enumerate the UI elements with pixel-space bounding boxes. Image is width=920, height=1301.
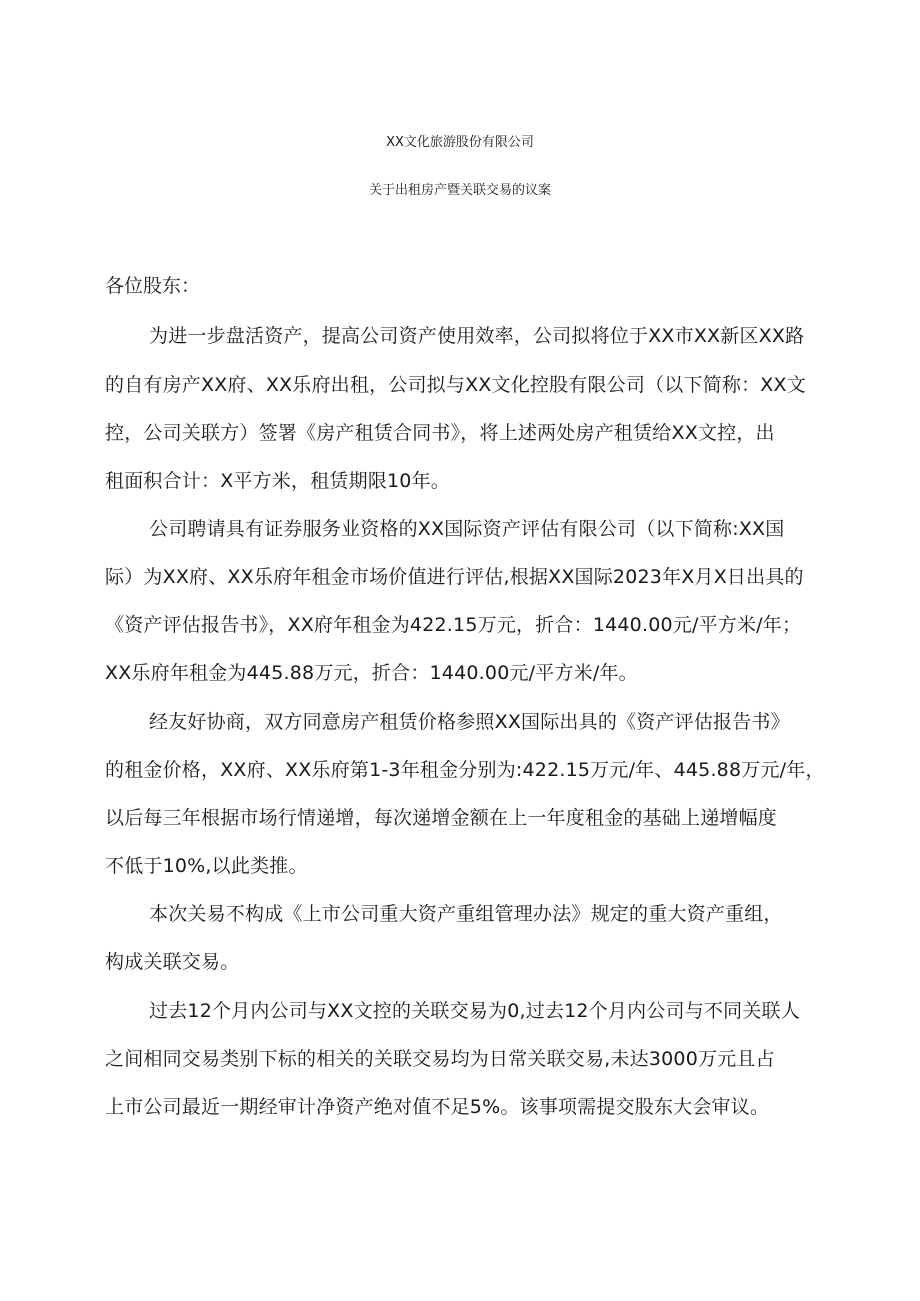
paragraph-3-line-1: 经友好协商，双方同意房产租赁价格参照XX国际出具的《资产评估报告书》 [149, 711, 790, 733]
paragraph-4-line-2: 构成关联交易。 [105, 951, 240, 973]
paragraph-1-line-2: 的自有房产XX府、XX乐府出租，公司拟与XX文化控股有限公司（以下简称：XX文 [105, 374, 806, 396]
document-title-company: XX文化旅游股份有限公司 [386, 135, 534, 150]
document-title-subject: 关于出租房产暨关联交易的议案 [368, 183, 551, 198]
paragraph-2-line-1: 公司聘请具有证券服务业资格的XX国际资产评估有限公司（以下简称:XX国 [149, 518, 785, 540]
paragraph-5-line-1: 过去12个月内公司与XX文控的关联交易为0,过去12个月内公司与不同关联人 [149, 1000, 800, 1022]
paragraph-3-line-4: 不低于10%,以此类推。 [105, 855, 308, 877]
paragraph-2-line-2: 际）为XX府、XX乐府年租金市场价值进行评估,根据XX国际2023年X月X日出具的 [105, 566, 804, 588]
salutation: 各位股东： [105, 275, 201, 297]
paragraph-4-line-1: 本次关易不构成《上市公司重大资产重组管理办法》规定的重大资产重组， [149, 903, 783, 925]
paragraph-2-line-3: 《资产评估报告书》，XX府年租金为422.15万元，折合：1440.00元/平方米/年； [105, 614, 802, 636]
paragraph-5-line-3: 上市公司最近一期经审计净资产绝对值不足5%。该事项需提交股东大会审议。 [105, 1096, 770, 1118]
paragraph-1-line-1: 为进一步盘活资产，提高公司资产使用效率，公司拟将位于XX市XX新区XX路 [149, 325, 805, 347]
paragraph-3-line-2: 的租金价格，XX府、XX乐府第1-3年租金分别为:422.15万元/年、445.88万元/年， [105, 759, 825, 781]
paragraph-2-line-4: XX乐府年租金为445.88万元，折合：1440.00元/平方米/年。 [105, 662, 638, 684]
paragraph-1-line-4: 租面积合计：X平方米，租赁期限10年。 [105, 470, 450, 492]
paragraph-1-line-3: 控，公司关联方）签署《房产租赁合同书》，将上述两处房产租赁给XX文控，出 [105, 422, 775, 444]
paragraph-3-line-3: 以后每三年根据市场行情递增，每次递增金额在上一年度租金的基础上递增幅度 [105, 807, 778, 829]
paragraph-5-line-2: 之间相同交易类别下标的相关的关联交易均为日常关联交易,未达3000万元且占 [105, 1048, 775, 1070]
